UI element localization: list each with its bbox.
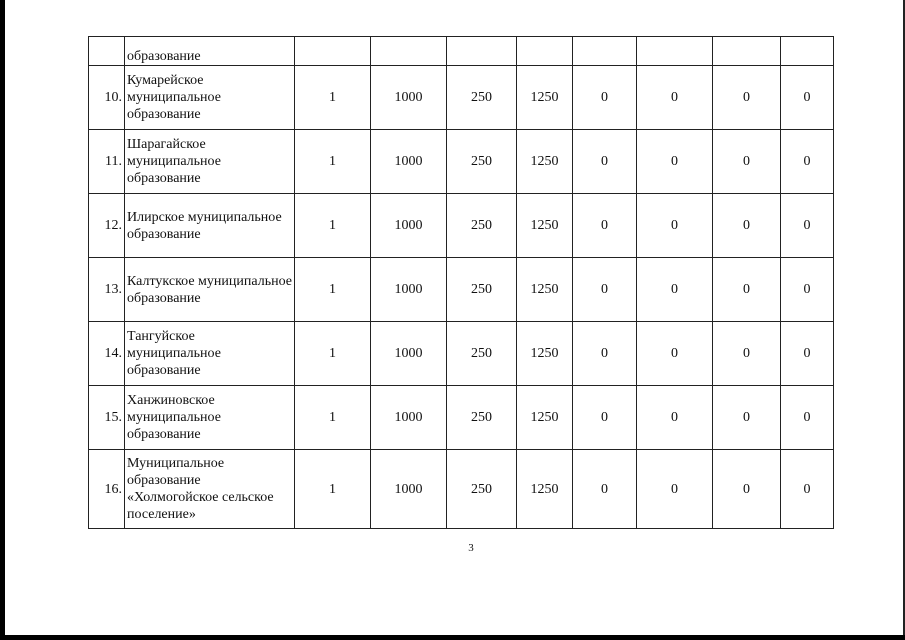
value-cell: 0 [713, 130, 781, 194]
value-cell: 1 [295, 322, 371, 386]
scan-edge-left [0, 0, 5, 640]
value-cell: 0 [637, 194, 713, 258]
value-cell: 0 [573, 322, 637, 386]
municipality-name-cell: образование [125, 37, 295, 66]
value-cell: 0 [637, 66, 713, 130]
value-cell: 0 [573, 386, 637, 450]
table-row [89, 386, 834, 450]
value-cell: 0 [781, 66, 834, 130]
value-cell: 1 [295, 66, 371, 130]
page-number: 3 [468, 542, 474, 554]
value-cell: 250 [447, 130, 517, 194]
value-cell: 0 [713, 66, 781, 130]
value-cell: 1 [295, 130, 371, 194]
value-cell: 1250 [517, 258, 573, 322]
value-cell: 0 [713, 194, 781, 258]
municipality-name-cell: Кумарейское муниципальное образование [125, 66, 295, 130]
value-cell: 1 [295, 450, 371, 529]
row-number-cell: 11. [89, 130, 125, 194]
table-row [89, 66, 834, 130]
row-number-cell: 12. [89, 194, 125, 258]
value-cell: 0 [637, 386, 713, 450]
allocation-table [88, 36, 834, 529]
value-cell: 0 [573, 258, 637, 322]
municipality-name-cell: Муниципальное образование «Холмогойское сельское поселение» [125, 450, 295, 529]
row-number-cell: 10. [89, 66, 125, 130]
municipality-name-cell: Шарагайское муниципальное образование [125, 130, 295, 194]
value-cell: 0 [781, 130, 834, 194]
scan-edge-bottom [0, 635, 905, 640]
value-cell: 0 [637, 258, 713, 322]
value-cell: 1250 [517, 322, 573, 386]
municipality-name-cell: Калтукское муниципальное образование [125, 258, 295, 322]
value-cell: 0 [573, 130, 637, 194]
value-cell: 250 [447, 450, 517, 529]
row-number-cell: 15. [89, 386, 125, 450]
value-cell: 0 [781, 194, 834, 258]
value-cell: 1000 [371, 322, 447, 386]
value-cell: 0 [781, 322, 834, 386]
municipality-name-cell: Ханжиновское муниципальное образование [125, 386, 295, 450]
value-cell: 1000 [371, 130, 447, 194]
value-cell: 0 [637, 450, 713, 529]
row-number-cell: 14. [89, 322, 125, 386]
value-cell: 1000 [371, 66, 447, 130]
value-cell: 1 [295, 258, 371, 322]
value-cell: 0 [713, 450, 781, 529]
table-row [89, 450, 834, 529]
value-cell: 0 [713, 258, 781, 322]
value-cell: 1250 [517, 130, 573, 194]
value-cell: 250 [447, 322, 517, 386]
municipality-name-cell: Тангуйское муниципальное образование [125, 322, 295, 386]
table-row [89, 322, 834, 386]
value-cell: 0 [637, 322, 713, 386]
value-cell: 0 [573, 194, 637, 258]
value-cell: 250 [447, 194, 517, 258]
municipality-name-cell: Илирское муниципальное образование [125, 194, 295, 258]
value-cell: 1 [295, 194, 371, 258]
value-cell: 0 [713, 322, 781, 386]
table-row-continued [89, 37, 834, 66]
value-cell: 0 [637, 130, 713, 194]
value-cell: 250 [447, 386, 517, 450]
value-cell: 1000 [371, 194, 447, 258]
table-row [89, 194, 834, 258]
value-cell: 250 [447, 258, 517, 322]
value-cell: 1250 [517, 450, 573, 529]
row-number-cell: 16. [89, 450, 125, 529]
value-cell: 0 [713, 386, 781, 450]
value-cell: 1000 [371, 258, 447, 322]
value-cell: 0 [781, 258, 834, 322]
value-cell: 0 [573, 450, 637, 529]
value-cell: 1000 [371, 450, 447, 529]
table-row [89, 258, 834, 322]
table-row [89, 130, 834, 194]
value-cell: 1250 [517, 386, 573, 450]
value-cell: 1 [295, 386, 371, 450]
value-cell: 1250 [517, 66, 573, 130]
value-cell: 250 [447, 66, 517, 130]
value-cell: 1250 [517, 194, 573, 258]
value-cell: 0 [781, 450, 834, 529]
value-cell: 1000 [371, 386, 447, 450]
row-number-cell [89, 37, 125, 66]
value-cell: 0 [781, 386, 834, 450]
value-cell: 0 [573, 66, 637, 130]
row-number-cell: 13. [89, 258, 125, 322]
